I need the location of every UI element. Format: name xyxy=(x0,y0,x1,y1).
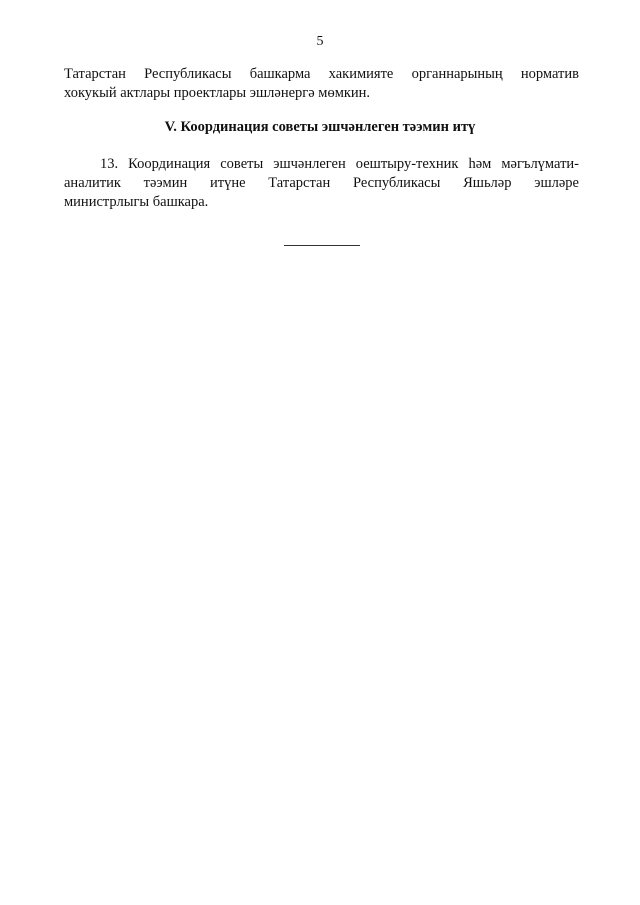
paragraph-line: аналитик тәэмин итүне Татарстан Республикасы Яшьләр эшләре xyxy=(64,175,579,191)
section-heading: V. Координация советы эшчәнлеген тәэмин итү xyxy=(164,119,476,135)
intro-paragraph xyxy=(64,65,579,103)
paragraph-line: министрлыгы башкара. xyxy=(64,194,209,210)
paragraph-13 xyxy=(64,155,579,212)
paragraph-line: хокукый актлары проектлары эшләнергә мөмкин. xyxy=(64,85,371,101)
end-of-text-rule xyxy=(284,245,360,246)
paragraph-line: Татарстан Республикасы башкарма хакимияте органнарының норматив xyxy=(64,66,579,82)
page-number: 5 xyxy=(316,34,324,49)
paragraph-line: 13. Координация советы эшчәнлеген оештыру-техник һәм мәгълүмати- xyxy=(100,156,579,172)
